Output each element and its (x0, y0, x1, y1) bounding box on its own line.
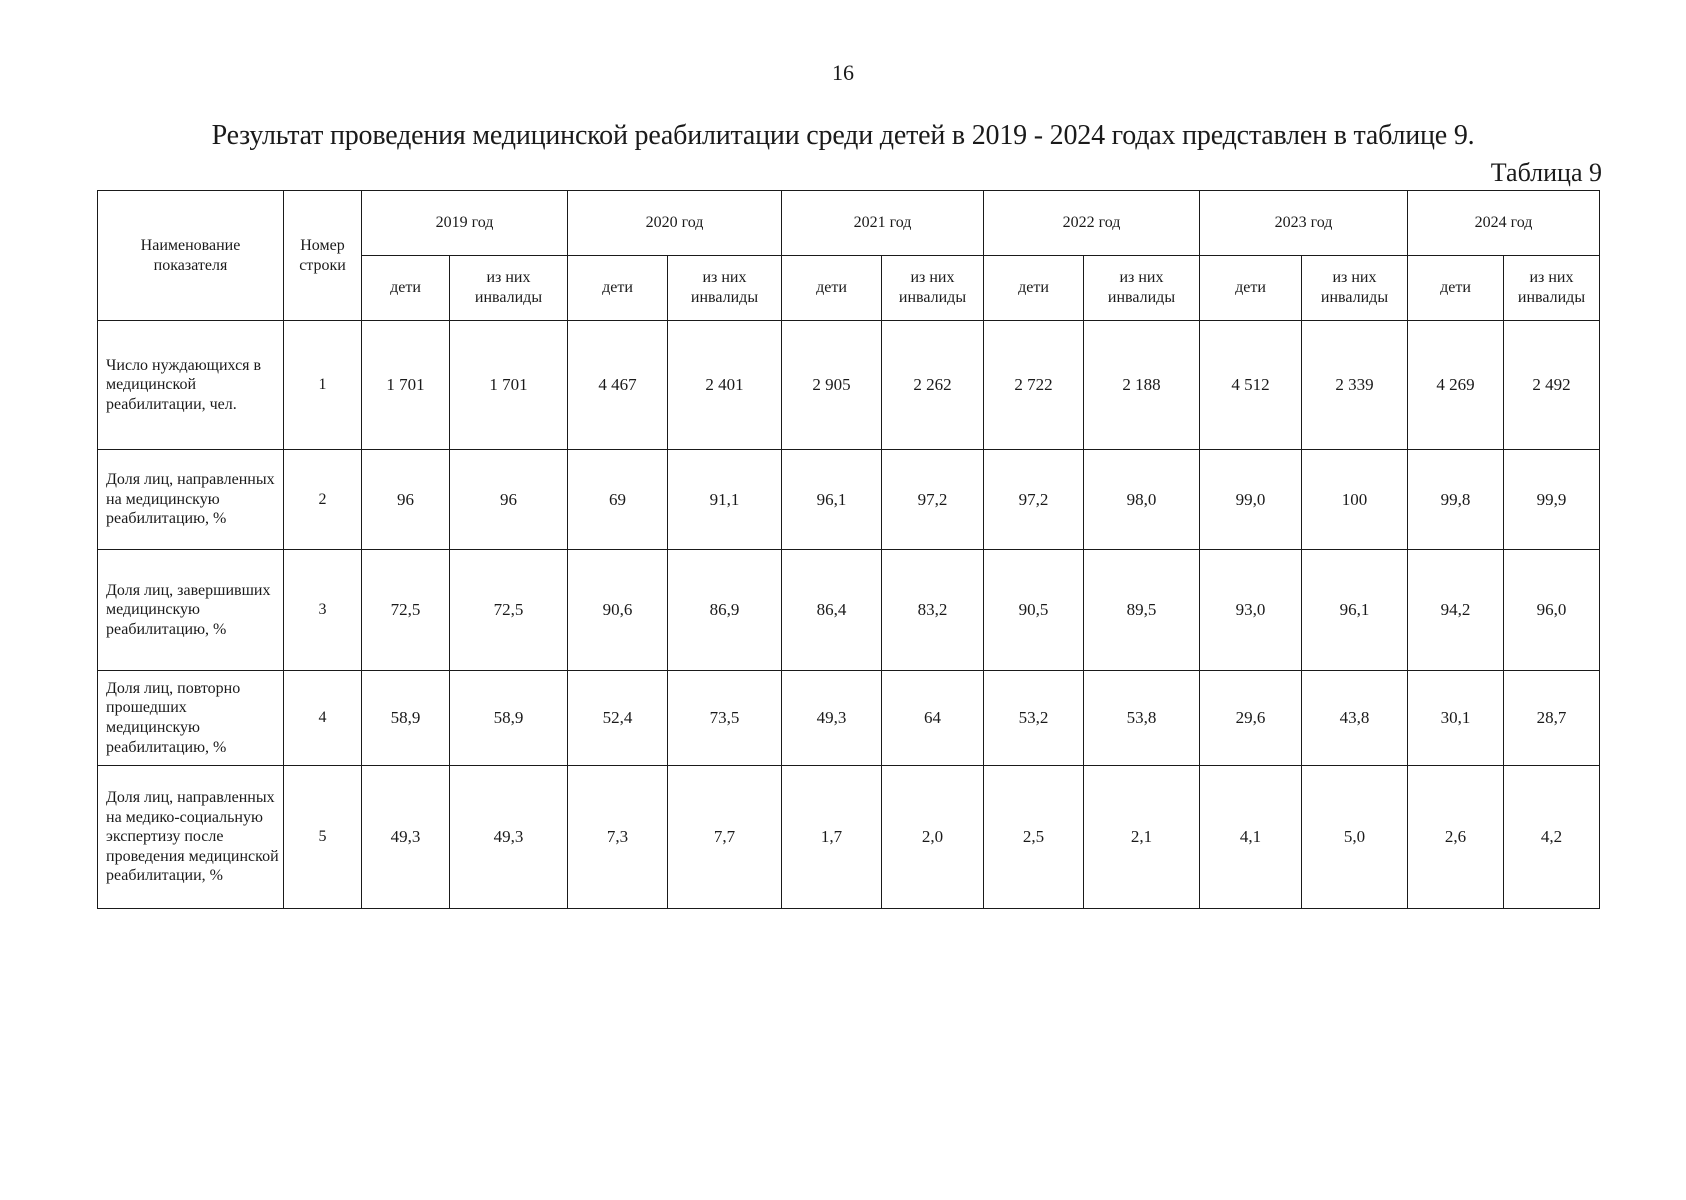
rehabilitation-table (97, 190, 1600, 909)
value-cell: 93,0 (1200, 550, 1302, 671)
subheader-disabled: из них инвалиды (450, 256, 568, 321)
page-number: 16 (832, 60, 854, 85)
indicator-name: Доля лиц, повторно прошедших медицинскую реабилитацию, % (98, 671, 284, 766)
indicator-name: Доля лиц, направленных на медико-социальную экспертизу после проведения медицинской реабилитации, % (98, 766, 284, 909)
subheader-disabled: из них инвалиды (882, 256, 984, 321)
value-cell: 58,9 (362, 671, 450, 766)
value-cell: 99,9 (1504, 450, 1600, 550)
value-cell: 2 262 (882, 321, 984, 450)
value-cell: 2 401 (668, 321, 782, 450)
header-row-years (98, 191, 1600, 256)
indicator-name: Доля лиц, завершивших медицинскую реабилитацию, % (98, 550, 284, 671)
value-cell: 89,5 (1084, 550, 1200, 671)
value-cell: 99,0 (1200, 450, 1302, 550)
value-cell: 96,0 (1504, 550, 1600, 671)
value-cell: 7,3 (568, 766, 668, 909)
table-row (98, 550, 1600, 671)
row-number: 1 (284, 321, 362, 450)
value-cell: 1 701 (450, 321, 568, 450)
value-cell: 2,6 (1408, 766, 1504, 909)
value-cell: 90,5 (984, 550, 1084, 671)
header-year-2022: 2022 год (984, 191, 1200, 256)
value-cell: 58,9 (450, 671, 568, 766)
value-cell: 83,2 (882, 550, 984, 671)
subheader-children: дети (362, 256, 450, 321)
value-cell: 49,3 (450, 766, 568, 909)
value-cell: 97,2 (984, 450, 1084, 550)
value-cell: 2 339 (1302, 321, 1408, 450)
table-row (98, 321, 1600, 450)
value-cell: 97,2 (882, 450, 984, 550)
row-number: 2 (284, 450, 362, 550)
value-cell: 72,5 (450, 550, 568, 671)
value-cell: 4 467 (568, 321, 668, 450)
row-number: 5 (284, 766, 362, 909)
value-cell: 7,7 (668, 766, 782, 909)
value-cell: 4,2 (1504, 766, 1600, 909)
header-year-2021: 2021 год (782, 191, 984, 256)
header-year-2019: 2019 год (362, 191, 568, 256)
row-number: 4 (284, 671, 362, 766)
value-cell: 52,4 (568, 671, 668, 766)
value-cell: 4 512 (1200, 321, 1302, 450)
value-cell: 96,1 (1302, 550, 1408, 671)
value-cell: 72,5 (362, 550, 450, 671)
value-cell: 2,0 (882, 766, 984, 909)
value-cell: 29,6 (1200, 671, 1302, 766)
value-cell: 2 492 (1504, 321, 1600, 450)
table-row (98, 450, 1600, 550)
value-cell: 1,7 (782, 766, 882, 909)
subheader-disabled: из них инвалиды (1504, 256, 1600, 321)
table-caption: Таблица 9 (1490, 158, 1602, 187)
value-cell: 4 269 (1408, 321, 1504, 450)
header-year-2024: 2024 год (1408, 191, 1600, 256)
row-number: 3 (284, 550, 362, 671)
indicator-name: Доля лиц, направленных на медицинскую реабилитацию, % (98, 450, 284, 550)
header-name-cell: Наименование показателя (98, 191, 284, 321)
value-cell: 5,0 (1302, 766, 1408, 909)
subheader-disabled: из них инвалиды (1084, 256, 1200, 321)
value-cell: 96,1 (782, 450, 882, 550)
value-cell: 49,3 (362, 766, 450, 909)
header-year-2020: 2020 год (568, 191, 782, 256)
subheader-children: дети (984, 256, 1084, 321)
subheader-disabled: из них инвалиды (668, 256, 782, 321)
value-cell: 94,2 (1408, 550, 1504, 671)
indicator-name: Число нуждающихся в медицинской реабилитации, чел. (98, 321, 284, 450)
value-cell: 99,8 (1408, 450, 1504, 550)
value-cell: 86,9 (668, 550, 782, 671)
value-cell: 53,8 (1084, 671, 1200, 766)
value-cell: 2 722 (984, 321, 1084, 450)
value-cell: 86,4 (782, 550, 882, 671)
value-cell: 100 (1302, 450, 1408, 550)
value-cell: 98,0 (1084, 450, 1200, 550)
subheader-children: дети (782, 256, 882, 321)
value-cell: 69 (568, 450, 668, 550)
value-cell: 4,1 (1200, 766, 1302, 909)
value-cell: 2 188 (1084, 321, 1200, 450)
table-row (98, 671, 1600, 766)
value-cell: 43,8 (1302, 671, 1408, 766)
value-cell: 90,6 (568, 550, 668, 671)
header-row-number-cell: Номер строки (284, 191, 362, 321)
value-cell: 30,1 (1408, 671, 1504, 766)
value-cell: 28,7 (1504, 671, 1600, 766)
value-cell: 73,5 (668, 671, 782, 766)
value-cell: 64 (882, 671, 984, 766)
value-cell: 2,5 (984, 766, 1084, 909)
subheader-disabled: из них инвалиды (1302, 256, 1408, 321)
value-cell: 2 905 (782, 321, 882, 450)
subheader-children: дети (568, 256, 668, 321)
subheader-children: дети (1408, 256, 1504, 321)
header-year-2023: 2023 год (1200, 191, 1408, 256)
subheader-children: дети (1200, 256, 1302, 321)
value-cell: 96 (362, 450, 450, 550)
value-cell: 96 (450, 450, 568, 550)
intro-paragraph: Результат проведения медицинской реабилитации среди детей в 2019 - 2024 годах представлен в таблице 9. (211, 120, 1475, 151)
value-cell: 2,1 (1084, 766, 1200, 909)
value-cell: 49,3 (782, 671, 882, 766)
value-cell: 1 701 (362, 321, 450, 450)
table-row (98, 766, 1600, 909)
value-cell: 53,2 (984, 671, 1084, 766)
value-cell: 91,1 (668, 450, 782, 550)
